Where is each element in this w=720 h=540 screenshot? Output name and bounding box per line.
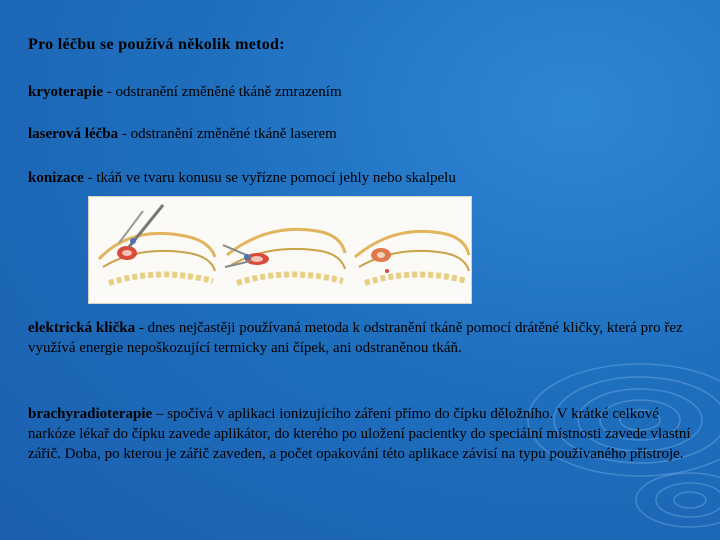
method-term: brachyradioterapie (28, 406, 153, 422)
method-description: - dnes nejčastěji používaná metoda k odstranění tkáně pomocí drátěné kličky, která pro řez využívá energie nepoškozující termicky ani čípek, ani odstraněnou tkáň. (28, 320, 683, 356)
anatomy-panel (99, 205, 215, 283)
slide-heading: Pro léčbu se používá několik metod: (28, 36, 285, 53)
method-term: kryoterapie (28, 84, 103, 100)
method-brachyradioterapie (28, 404, 692, 464)
method-elektricka-klicka (28, 318, 692, 358)
method-description: - odstranění změněné tkáně zmrazením (102, 84, 342, 100)
method-laser (28, 124, 692, 144)
method-description: – spočívá v aplikaci ionizujícího záření přímo do čípku děložního. V krátké celkové narkóze lékař do čípku zavede aplikátor, do kterého po uložení pacientky do speciální místnosti zavede vlastní zářič. Doba, po kterou je zářič zaveden, a počet opakování této aplikace závisí na typu používaného přístroje. (28, 406, 691, 462)
method-term: laserová léčba (28, 126, 119, 142)
anatomy-drawing (89, 197, 471, 303)
method-term: konizace (28, 170, 84, 186)
conization-anatomy-illustration (88, 196, 472, 304)
method-term: elektrická klička (28, 320, 136, 336)
anatomy-panel (355, 231, 469, 283)
method-kryoterapie (28, 82, 692, 102)
method-konizace (28, 168, 692, 188)
method-description: - tkáň ve tvaru konusu se vyřízne pomocí jehly nebo skalpelu (83, 170, 456, 186)
method-description: - odstranění změněné tkáně laserem (118, 126, 337, 142)
anatomy-panel (223, 229, 345, 283)
